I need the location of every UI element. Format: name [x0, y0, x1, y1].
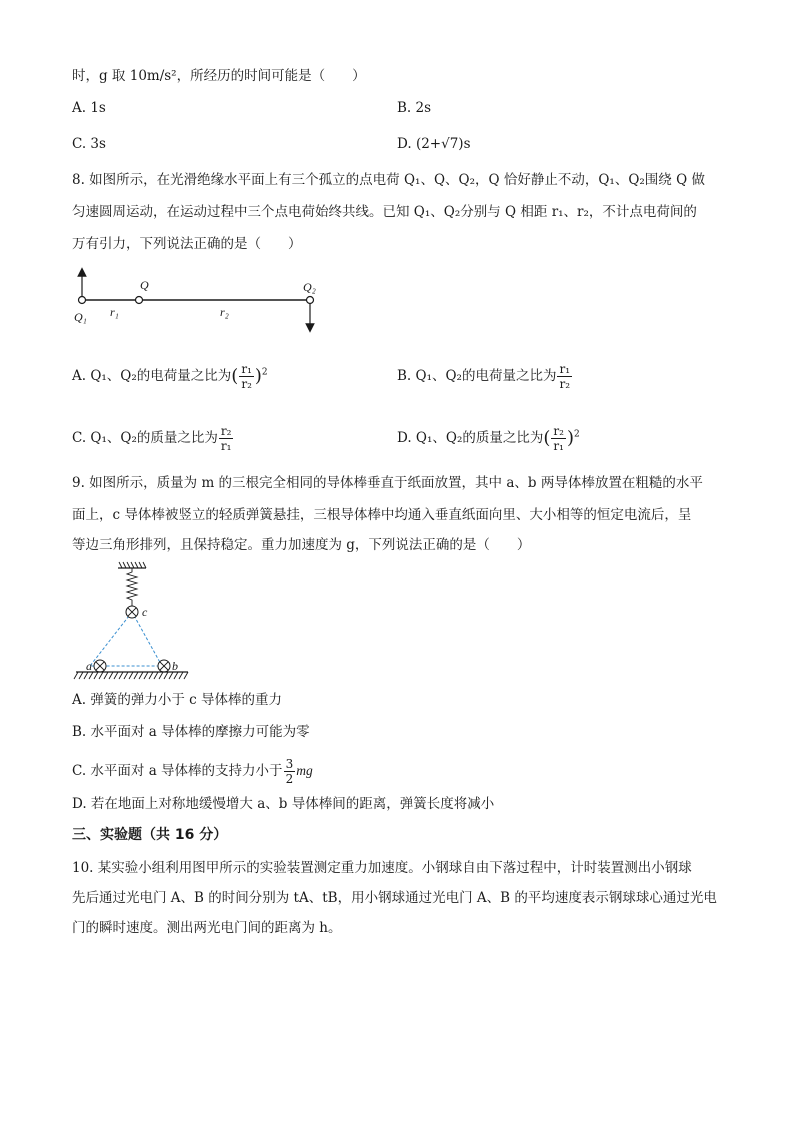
q8-label-q: Q: [140, 278, 149, 292]
q9-label-b: b: [172, 659, 178, 673]
q8-option-c-fraction: $\frac{\text{r₂}}{\text{r₁}}$: [220, 424, 232, 453]
q8-option-b-text: B. Q₁、Q₂的电荷量之比为: [397, 368, 557, 384]
q8-label-q2: Q₂: [303, 280, 316, 294]
q8-option-a-text: A. Q₁、Q₂的电荷量之比为: [72, 368, 232, 384]
q8-figure: [70, 262, 340, 337]
q7-option-b[interactable]: B. 2s: [397, 100, 432, 116]
q8-option-d-text: D. Q₁、Q₂的质量之比为: [397, 430, 544, 446]
q7-stem: 时，g 取 10m/s²，所经历的时间可能是（ ）: [72, 68, 366, 84]
q9-option-d[interactable]: D. 若在地面上对称地缓慢增大 a、b 导体棒间的距离，弹簧长度将减小: [72, 796, 495, 812]
q8-option-a[interactable]: A. Q₁、Q₂的电荷量之比为( $\frac{\text{r₁}}{\text{r₂}}$ )$^2$: [72, 362, 268, 391]
q8-label-r2: r₂: [220, 305, 229, 319]
q9-option-c-fraction: $\frac{3}{2}$: [285, 757, 294, 786]
q8-option-d[interactable]: D. Q₁、Q₂的质量之比为( $\frac{\text{r₂}}{\text{r₁}}$ )$^2$: [397, 424, 580, 453]
q9-triangle: [90, 612, 162, 666]
q9-rod-c: [126, 606, 138, 618]
q8-stem-line3: 万有引力，下列说法正确的是（ ）: [72, 236, 302, 252]
q8-stem-line1: 8. 如图所示，在光滑绝缘水平面上有三个孤立的点电荷 Q₁、Q、Q₂，Q 恰好静止不动，Q₁、Q₂围绕 Q 做: [72, 172, 705, 188]
q8-option-c-text: C. Q₁、Q₂的质量之比为: [72, 430, 218, 446]
q8-label-r1: r₁: [110, 305, 119, 319]
q8-option-b[interactable]: [397, 362, 573, 391]
q9-stem-line3: 等边三角形排列，且保持稳定。重力加速度为 g，下列说法正确的是（ ）: [72, 537, 531, 553]
q9-option-b[interactable]: B. 水平面对 a 导体棒的摩擦力可能为零: [72, 724, 310, 740]
q9-stem-line1: 9. 如图所示，质量为 m 的三根完全相同的导体棒垂直于纸面放置，其中 a、b 两导体棒放置在粗糙的水平: [72, 475, 703, 491]
q8-charge-q1: [79, 297, 86, 304]
q10-stem-line1: 10. 某实验小组利用图甲所示的实验装置测定重力加速度。小钢球自由下落过程中，计时装置测出小钢球: [72, 860, 692, 876]
q9-spring: [127, 568, 137, 606]
q8-option-a-fraction: $\frac{\text{r₁}}{\text{r₂}}$: [241, 362, 252, 391]
q8-option-b-fraction: $\frac{\text{r₁}}{\text{r₂}}$: [559, 362, 571, 391]
q9-figure: [72, 560, 202, 685]
q9-rod-b: [158, 660, 170, 672]
q10-stem-line2: 先后通过光电门 A、B 的时间分别为 tA、tB，用小钢球通过光电门 A、B 的平均速度表示钢球球心通过光电: [72, 890, 717, 906]
q9-option-a[interactable]: A. 弹簧的弹力小于 c 导体棒的重力: [72, 692, 282, 708]
q10-stem-line3: 门的瞬时速度。测出两光电门间的距离为 h。: [72, 920, 342, 936]
q7-option-a[interactable]: A. 1s: [72, 100, 106, 116]
q7-option-d[interactable]: [397, 134, 471, 154]
q8-label-q1: Q₁: [74, 310, 87, 324]
q9-option-c-text: C. 水平面对 a 导体棒的支持力小于: [72, 763, 283, 779]
q8-option-d-fraction: $\frac{\text{r₂}}{\text{r₁}}$: [553, 424, 564, 453]
q9-label-a: a: [86, 659, 92, 673]
q7-option-d-label: D.: [397, 136, 416, 152]
q8-stem-line2: 匀速圆周运动，在运动过程中三个点电荷始终共线。已知 Q₁、Q₂分别与 Q 相距 r₁、r₂，不计点电荷间的: [72, 204, 697, 220]
q7-option-d-expr: (2+√7)s: [415, 136, 471, 152]
q9-rod-a: [94, 660, 106, 672]
q8-option-c[interactable]: [72, 424, 234, 453]
q7-option-c[interactable]: C. 3s: [72, 136, 106, 152]
section-title: 三、实验题（共 16 分）: [72, 827, 228, 843]
q9-option-c[interactable]: C. 水平面对 a 导体棒的支持力小于 $\frac{3}{2}$ mg: [72, 757, 313, 786]
q9-label-c: c: [142, 605, 148, 619]
q9-stem-line2: 面上，c 导体棒被竖立的轻质弹簧悬挂，三根导体棒中均通入垂直纸面向里、大小相等的恒定电流后，呈: [72, 507, 692, 523]
q8-charge-q: [136, 297, 143, 304]
q8-charge-q2: [307, 297, 314, 304]
